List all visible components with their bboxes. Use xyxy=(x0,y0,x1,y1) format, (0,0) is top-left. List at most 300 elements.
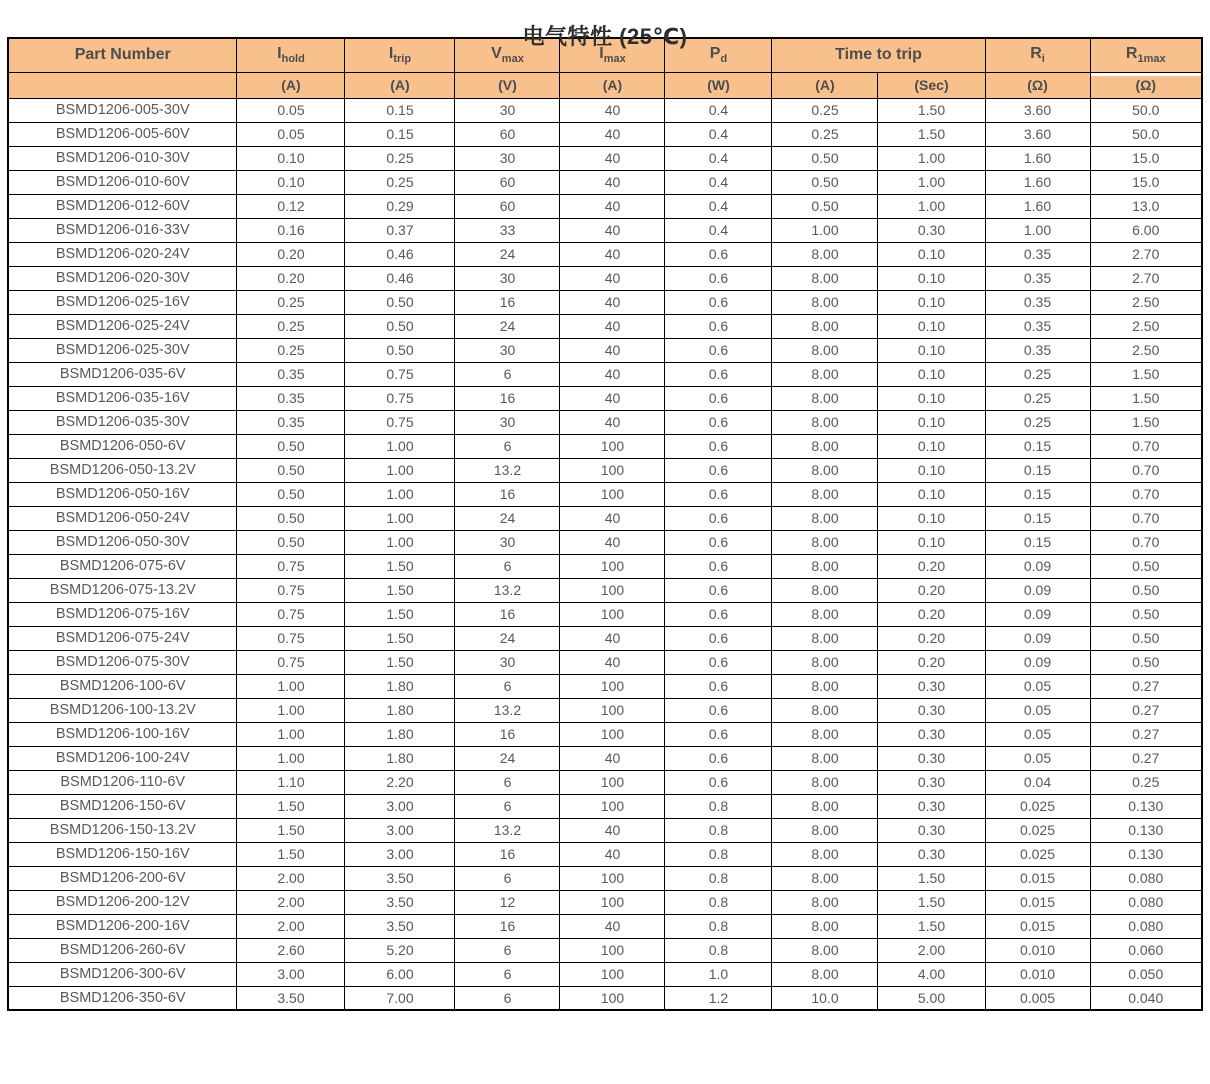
part-number-cell: BSMD1206-035-30V xyxy=(8,410,237,434)
value-cell: 8.00 xyxy=(772,890,878,914)
header-imax: $I_{max}$ xyxy=(560,38,665,72)
part-number-cell: BSMD1206-010-30V xyxy=(8,146,237,170)
value-cell: 60 xyxy=(455,170,560,194)
value-cell: 1.00 xyxy=(237,698,345,722)
part-number-cell: BSMD1206-200-12V xyxy=(8,890,237,914)
value-cell: 0.10 xyxy=(237,146,345,170)
value-cell: 1.50 xyxy=(878,866,985,890)
value-cell: 0.35 xyxy=(985,266,1090,290)
part-number-cell: BSMD1206-050-24V xyxy=(8,506,237,530)
value-cell: 30 xyxy=(455,410,560,434)
value-cell: 0.15 xyxy=(985,530,1090,554)
value-cell: 0.6 xyxy=(665,314,772,338)
table-header xyxy=(8,38,1202,98)
value-cell: 100 xyxy=(560,986,665,1010)
part-number-cell: BSMD1206-075-30V xyxy=(8,650,237,674)
value-cell: 40 xyxy=(560,818,665,842)
value-cell: 100 xyxy=(560,434,665,458)
value-cell: 8.00 xyxy=(772,914,878,938)
value-cell: 0.37 xyxy=(345,218,455,242)
unit-pd: (W) xyxy=(665,72,772,98)
value-cell: 0.8 xyxy=(665,914,772,938)
value-cell: 1.50 xyxy=(1090,386,1202,410)
value-cell: 0.6 xyxy=(665,554,772,578)
value-cell: 8.00 xyxy=(772,962,878,986)
table-row xyxy=(8,506,1202,530)
value-cell: 0.8 xyxy=(665,794,772,818)
value-cell: 0.10 xyxy=(878,386,985,410)
value-cell: 100 xyxy=(560,674,665,698)
value-cell: 0.20 xyxy=(878,578,985,602)
value-cell: 0.050 xyxy=(1090,962,1202,986)
value-cell: 0.50 xyxy=(345,290,455,314)
value-cell: 30 xyxy=(455,146,560,170)
value-cell: 6 xyxy=(455,674,560,698)
value-cell: 0.75 xyxy=(237,578,345,602)
value-cell: 2.70 xyxy=(1090,266,1202,290)
part-number-cell: BSMD1206-100-6V xyxy=(8,674,237,698)
value-cell: 0.70 xyxy=(1090,434,1202,458)
value-cell: 0.4 xyxy=(665,98,772,122)
unit-time-to-trip-sec: (Sec) xyxy=(878,72,985,98)
value-cell: 0.6 xyxy=(665,338,772,362)
value-cell: 8.00 xyxy=(772,554,878,578)
value-cell: 1.00 xyxy=(878,194,985,218)
value-cell: 6 xyxy=(455,434,560,458)
value-cell: 0.15 xyxy=(985,458,1090,482)
value-cell: 0.010 xyxy=(985,938,1090,962)
value-cell: 1.50 xyxy=(878,890,985,914)
value-cell: 100 xyxy=(560,770,665,794)
value-cell: 0.30 xyxy=(878,794,985,818)
value-cell: 0.25 xyxy=(985,386,1090,410)
value-cell: 40 xyxy=(560,314,665,338)
value-cell: 0.6 xyxy=(665,482,772,506)
value-cell: 0.35 xyxy=(985,314,1090,338)
value-cell: 0.6 xyxy=(665,746,772,770)
value-cell: 1.00 xyxy=(237,746,345,770)
value-cell: 0.6 xyxy=(665,650,772,674)
value-cell: 13.2 xyxy=(455,578,560,602)
value-cell: 6 xyxy=(455,794,560,818)
value-cell: 60 xyxy=(455,194,560,218)
value-cell: 0.09 xyxy=(985,602,1090,626)
part-number-cell: BSMD1206-016-33V xyxy=(8,218,237,242)
table-row xyxy=(8,290,1202,314)
value-cell: 8.00 xyxy=(772,602,878,626)
value-cell: 1.00 xyxy=(345,530,455,554)
part-number-cell: BSMD1206-050-30V xyxy=(8,530,237,554)
value-cell: 8.00 xyxy=(772,386,878,410)
value-cell: 12 xyxy=(455,890,560,914)
value-cell: 0.50 xyxy=(1090,578,1202,602)
value-cell: 2.20 xyxy=(345,770,455,794)
value-cell: 0.25 xyxy=(345,170,455,194)
table-row xyxy=(8,842,1202,866)
value-cell: 1.00 xyxy=(878,170,985,194)
value-cell: 6 xyxy=(455,362,560,386)
value-cell: 8.00 xyxy=(772,674,878,698)
value-cell: 1.50 xyxy=(878,914,985,938)
value-cell: 40 xyxy=(560,338,665,362)
value-cell: 0.09 xyxy=(985,650,1090,674)
value-cell: 0.35 xyxy=(985,290,1090,314)
value-cell: 0.35 xyxy=(237,386,345,410)
header-pd: $P_d$ xyxy=(665,38,772,72)
value-cell: 0.6 xyxy=(665,530,772,554)
value-cell: 2.00 xyxy=(878,938,985,962)
part-number-cell: BSMD1206-075-13.2V xyxy=(8,578,237,602)
value-cell: 1.00 xyxy=(237,674,345,698)
value-cell: 8.00 xyxy=(772,650,878,674)
value-cell: 0.8 xyxy=(665,818,772,842)
value-cell: 8.00 xyxy=(772,314,878,338)
table-row xyxy=(8,602,1202,626)
value-cell: 0.025 xyxy=(985,818,1090,842)
value-cell: 0.25 xyxy=(237,338,345,362)
value-cell: 0.20 xyxy=(878,602,985,626)
value-cell: 40 xyxy=(560,506,665,530)
part-number-cell: BSMD1206-100-16V xyxy=(8,722,237,746)
part-number-cell: BSMD1206-200-16V xyxy=(8,914,237,938)
value-cell: 40 xyxy=(560,530,665,554)
part-number-cell: BSMD1206-150-6V xyxy=(8,794,237,818)
value-cell: 1.50 xyxy=(1090,362,1202,386)
value-cell: 0.75 xyxy=(345,386,455,410)
value-cell: 0.6 xyxy=(665,242,772,266)
value-cell: 0.4 xyxy=(665,122,772,146)
value-cell: 16 xyxy=(455,482,560,506)
value-cell: 0.25 xyxy=(772,98,878,122)
header-ri: $R_i$ xyxy=(985,38,1090,72)
table-row xyxy=(8,338,1202,362)
value-cell: 8.00 xyxy=(772,530,878,554)
table-row xyxy=(8,122,1202,146)
value-cell: 0.50 xyxy=(1090,650,1202,674)
value-cell: 0.4 xyxy=(665,194,772,218)
table-row xyxy=(8,770,1202,794)
value-cell: 0.10 xyxy=(878,410,985,434)
value-cell: 100 xyxy=(560,578,665,602)
value-cell: 6 xyxy=(455,866,560,890)
table-row xyxy=(8,722,1202,746)
part-number-cell: BSMD1206-010-60V xyxy=(8,170,237,194)
value-cell: 30 xyxy=(455,650,560,674)
value-cell: 1.50 xyxy=(1090,410,1202,434)
value-cell: 0.6 xyxy=(665,362,772,386)
value-cell: 0.15 xyxy=(345,122,455,146)
header-ihold: $I_{hold}$ xyxy=(237,38,345,72)
value-cell: 0.12 xyxy=(237,194,345,218)
value-cell: 0.6 xyxy=(665,698,772,722)
value-cell: 8.00 xyxy=(772,410,878,434)
value-cell: 0.8 xyxy=(665,842,772,866)
value-cell: 30 xyxy=(455,98,560,122)
part-number-cell: BSMD1206-110-6V xyxy=(8,770,237,794)
value-cell: 1.00 xyxy=(772,218,878,242)
value-cell: 8.00 xyxy=(772,866,878,890)
part-number-cell: BSMD1206-200-6V xyxy=(8,866,237,890)
value-cell: 0.75 xyxy=(237,602,345,626)
value-cell: 24 xyxy=(455,506,560,530)
value-cell: 13.2 xyxy=(455,458,560,482)
value-cell: 0.15 xyxy=(985,482,1090,506)
value-cell: 1.60 xyxy=(985,194,1090,218)
value-cell: 0.10 xyxy=(237,170,345,194)
part-number-cell: BSMD1206-035-6V xyxy=(8,362,237,386)
value-cell: 0.70 xyxy=(1090,458,1202,482)
value-cell: 15.0 xyxy=(1090,146,1202,170)
value-cell: 0.130 xyxy=(1090,842,1202,866)
value-cell: 0.20 xyxy=(878,626,985,650)
table-row xyxy=(8,146,1202,170)
value-cell: 40 xyxy=(560,362,665,386)
value-cell: 0.27 xyxy=(1090,674,1202,698)
value-cell: 1.00 xyxy=(345,506,455,530)
value-cell: 0.05 xyxy=(985,674,1090,698)
value-cell: 0.025 xyxy=(985,842,1090,866)
value-cell: 8.00 xyxy=(772,626,878,650)
part-number-cell: BSMD1206-005-60V xyxy=(8,122,237,146)
value-cell: 0.15 xyxy=(345,98,455,122)
header-time-to-trip: Time to trip xyxy=(772,38,985,72)
table-row xyxy=(8,866,1202,890)
value-cell: 40 xyxy=(560,842,665,866)
value-cell: 8.00 xyxy=(772,434,878,458)
value-cell: 0.50 xyxy=(237,482,345,506)
value-cell: 6 xyxy=(455,986,560,1010)
table-row xyxy=(8,530,1202,554)
unit-time-to-trip-current: (A) xyxy=(772,72,878,98)
table-row xyxy=(8,650,1202,674)
value-cell: 1.50 xyxy=(237,818,345,842)
value-cell: 0.20 xyxy=(237,266,345,290)
value-cell: 6.00 xyxy=(345,962,455,986)
value-cell: 2.50 xyxy=(1090,290,1202,314)
value-cell: 0.6 xyxy=(665,290,772,314)
table-row xyxy=(8,986,1202,1010)
value-cell: 0.30 xyxy=(878,218,985,242)
value-cell: 0.50 xyxy=(345,314,455,338)
value-cell: 0.75 xyxy=(237,650,345,674)
value-cell: 0.46 xyxy=(345,242,455,266)
table-row xyxy=(8,194,1202,218)
value-cell: 40 xyxy=(560,626,665,650)
value-cell: 8.00 xyxy=(772,794,878,818)
value-cell: 0.50 xyxy=(772,146,878,170)
value-cell: 1.80 xyxy=(345,746,455,770)
value-cell: 100 xyxy=(560,458,665,482)
value-cell: 1.00 xyxy=(345,482,455,506)
value-cell: 24 xyxy=(455,626,560,650)
value-cell: 1.60 xyxy=(985,170,1090,194)
value-cell: 3.50 xyxy=(237,986,345,1010)
value-cell: 13.2 xyxy=(455,698,560,722)
value-cell: 0.6 xyxy=(665,578,772,602)
header-part-number: Part Number xyxy=(8,38,237,72)
value-cell: 0.25 xyxy=(237,290,345,314)
value-cell: 0.10 xyxy=(878,458,985,482)
table-row xyxy=(8,242,1202,266)
value-cell: 40 xyxy=(560,386,665,410)
value-cell: 0.46 xyxy=(345,266,455,290)
part-number-cell: BSMD1206-005-30V xyxy=(8,98,237,122)
value-cell: 100 xyxy=(560,962,665,986)
table-row xyxy=(8,362,1202,386)
part-number-cell: BSMD1206-150-13.2V xyxy=(8,818,237,842)
part-number-cell: BSMD1206-050-13.2V xyxy=(8,458,237,482)
value-cell: 0.50 xyxy=(237,458,345,482)
table-row xyxy=(8,746,1202,770)
table-row xyxy=(8,938,1202,962)
value-cell: 1.50 xyxy=(878,98,985,122)
value-cell: 6 xyxy=(455,770,560,794)
table-row xyxy=(8,914,1202,938)
value-cell: 40 xyxy=(560,122,665,146)
value-cell: 5.20 xyxy=(345,938,455,962)
value-cell: 0.4 xyxy=(665,170,772,194)
value-cell: 16 xyxy=(455,914,560,938)
part-number-cell: BSMD1206-100-24V xyxy=(8,746,237,770)
value-cell: 0.30 xyxy=(878,746,985,770)
part-number-cell: BSMD1206-050-6V xyxy=(8,434,237,458)
table-row xyxy=(8,794,1202,818)
value-cell: 40 xyxy=(560,170,665,194)
value-cell: 0.010 xyxy=(985,962,1090,986)
value-cell: 0.25 xyxy=(985,410,1090,434)
part-number-cell: BSMD1206-075-6V xyxy=(8,554,237,578)
value-cell: 8.00 xyxy=(772,338,878,362)
value-cell: 8.00 xyxy=(772,506,878,530)
value-cell: 0.27 xyxy=(1090,698,1202,722)
value-cell: 0.29 xyxy=(345,194,455,218)
table-row xyxy=(8,674,1202,698)
part-number-cell: BSMD1206-150-16V xyxy=(8,842,237,866)
header-vmax: $V_{max}$ xyxy=(455,38,560,72)
value-cell: 0.20 xyxy=(878,650,985,674)
unit-ihold: (A) xyxy=(237,72,345,98)
value-cell: 0.05 xyxy=(985,722,1090,746)
value-cell: 0.75 xyxy=(345,410,455,434)
part-number-cell: BSMD1206-075-16V xyxy=(8,602,237,626)
value-cell: 6.00 xyxy=(1090,218,1202,242)
value-cell: 0.35 xyxy=(985,338,1090,362)
value-cell: 0.4 xyxy=(665,218,772,242)
value-cell: 40 xyxy=(560,146,665,170)
part-number-cell: BSMD1206-020-30V xyxy=(8,266,237,290)
value-cell: 0.080 xyxy=(1090,914,1202,938)
table-row xyxy=(8,386,1202,410)
value-cell: 0.15 xyxy=(985,434,1090,458)
value-cell: 1.50 xyxy=(345,650,455,674)
value-cell: 0.8 xyxy=(665,866,772,890)
value-cell: 0.8 xyxy=(665,890,772,914)
value-cell: 30 xyxy=(455,530,560,554)
value-cell: 8.00 xyxy=(772,482,878,506)
value-cell: 0.50 xyxy=(772,170,878,194)
value-cell: 100 xyxy=(560,866,665,890)
value-cell: 0.080 xyxy=(1090,866,1202,890)
value-cell: 8.00 xyxy=(772,242,878,266)
value-cell: 100 xyxy=(560,794,665,818)
value-cell: 16 xyxy=(455,722,560,746)
table-row xyxy=(8,266,1202,290)
value-cell: 0.27 xyxy=(1090,746,1202,770)
table-row xyxy=(8,410,1202,434)
value-cell: 8.00 xyxy=(772,746,878,770)
part-number-cell: BSMD1206-025-16V xyxy=(8,290,237,314)
value-cell: 0.015 xyxy=(985,914,1090,938)
value-cell: 0.20 xyxy=(878,554,985,578)
value-cell: 1.00 xyxy=(985,218,1090,242)
value-cell: 0.16 xyxy=(237,218,345,242)
value-cell: 1.80 xyxy=(345,674,455,698)
value-cell: 0.30 xyxy=(878,842,985,866)
value-cell: 0.30 xyxy=(878,818,985,842)
value-cell: 1.10 xyxy=(237,770,345,794)
value-cell: 1.60 xyxy=(985,146,1090,170)
value-cell: 0.10 xyxy=(878,242,985,266)
value-cell: 0.20 xyxy=(237,242,345,266)
value-cell: 0.6 xyxy=(665,458,772,482)
value-cell: 0.6 xyxy=(665,770,772,794)
value-cell: 0.015 xyxy=(985,866,1090,890)
table-row xyxy=(8,482,1202,506)
value-cell: 1.50 xyxy=(237,794,345,818)
value-cell: 2.50 xyxy=(1090,314,1202,338)
value-cell: 0.70 xyxy=(1090,530,1202,554)
value-cell: 0.10 xyxy=(878,530,985,554)
electrical-characteristics-table xyxy=(7,37,1203,1011)
value-cell: 5.00 xyxy=(878,986,985,1010)
value-cell: 50.0 xyxy=(1090,122,1202,146)
part-number-cell: BSMD1206-050-16V xyxy=(8,482,237,506)
value-cell: 3.50 xyxy=(345,890,455,914)
value-cell: 40 xyxy=(560,650,665,674)
value-cell: 3.00 xyxy=(345,794,455,818)
value-cell: 40 xyxy=(560,266,665,290)
part-number-cell: BSMD1206-020-24V xyxy=(8,242,237,266)
value-cell: 0.080 xyxy=(1090,890,1202,914)
value-cell: 0.005 xyxy=(985,986,1090,1010)
value-cell: 0.30 xyxy=(878,698,985,722)
value-cell: 0.50 xyxy=(1090,554,1202,578)
value-cell: 100 xyxy=(560,482,665,506)
value-cell: 10.0 xyxy=(772,986,878,1010)
table-row xyxy=(8,458,1202,482)
value-cell: 0.6 xyxy=(665,674,772,698)
table-row xyxy=(8,698,1202,722)
value-cell: 1.80 xyxy=(345,722,455,746)
value-cell: 1.80 xyxy=(345,698,455,722)
value-cell: 1.00 xyxy=(237,722,345,746)
value-cell: 0.25 xyxy=(985,362,1090,386)
table-row xyxy=(8,434,1202,458)
value-cell: 40 xyxy=(560,242,665,266)
part-number-cell: BSMD1206-260-6V xyxy=(8,938,237,962)
value-cell: 3.00 xyxy=(237,962,345,986)
part-number-cell: BSMD1206-025-24V xyxy=(8,314,237,338)
value-cell: 0.6 xyxy=(665,386,772,410)
value-cell: 0.8 xyxy=(665,938,772,962)
value-cell: 0.6 xyxy=(665,722,772,746)
value-cell: 8.00 xyxy=(772,266,878,290)
value-cell: 0.75 xyxy=(237,554,345,578)
value-cell: 2.00 xyxy=(237,890,345,914)
part-number-cell: BSMD1206-350-6V xyxy=(8,986,237,1010)
value-cell: 2.00 xyxy=(237,866,345,890)
value-cell: 0.25 xyxy=(772,122,878,146)
